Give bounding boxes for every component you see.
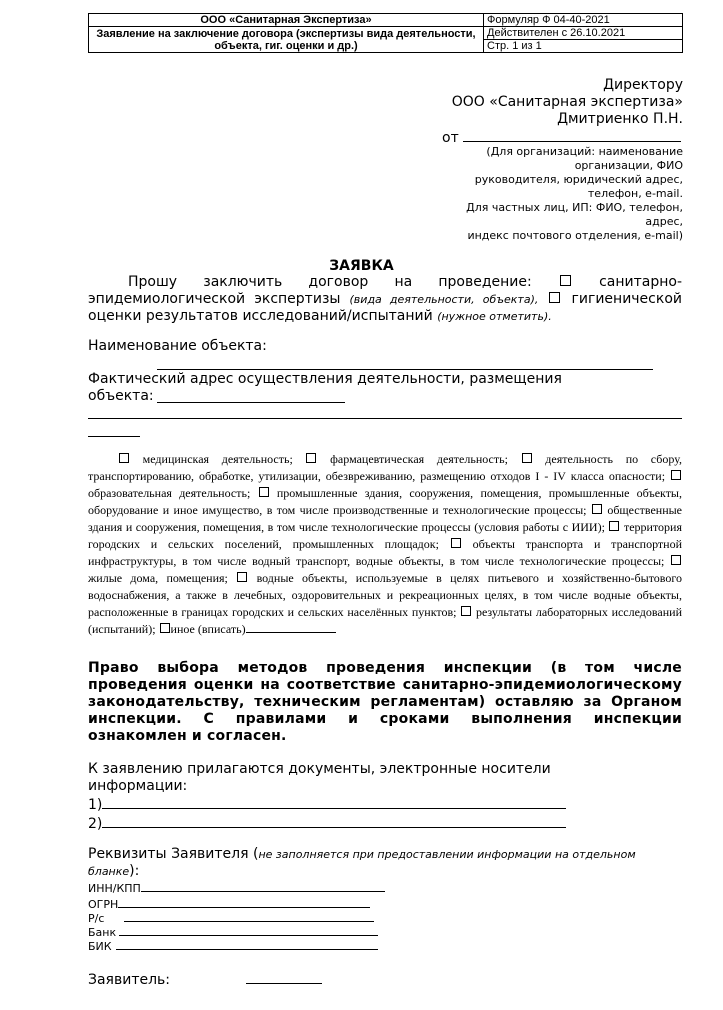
bank-input-line[interactable] — [119, 925, 378, 936]
activity-type: медицинская деятельность; — [142, 452, 293, 466]
activity-type-other: иное (вписать) — [170, 622, 246, 636]
request-paragraph — [88, 274, 682, 325]
checkbox-transport[interactable] — [451, 538, 461, 548]
header-form-code: Формуляр Ф 04-40-2021 — [484, 14, 683, 27]
activity-type: общественные здания и сооружения, помещения, в том числе технологические процессы (условия работы с ИИИ); — [88, 503, 683, 534]
requisite-account — [88, 911, 374, 925]
requisites-title — [88, 846, 648, 880]
checkbox-pharmaceutical[interactable] — [306, 453, 316, 463]
requisite-bik-label: БИК — [88, 940, 112, 953]
addressee-line-2: ООО «Санитарная экспертиза» — [451, 94, 683, 110]
applicant-label: Заявитель: — [88, 972, 171, 988]
activity-types-list — [88, 451, 682, 638]
inn-input-line[interactable] — [141, 881, 385, 892]
checkbox-industrial[interactable] — [259, 487, 269, 497]
activity-type: промышленные здания, сооружения, помещения, промышленные объекты, оборудование и иное имущество, в том числе производственные и технологические процессы; — [88, 486, 682, 517]
page-title: ЗАЯВКА — [329, 258, 394, 274]
hint-line: индекс почтового отделения, e-mail) — [467, 229, 683, 242]
requisite-bik — [88, 939, 378, 953]
document-item-2 — [88, 814, 588, 833]
inspection-rights-paragraph: Право выбора методов проведения инспекции (в том числе проведения оценки на соответствие санитарно-эпидемиологическому законодательству, техническим регламентам) оставляю за Органом инспекции. С правилами и сроками выполнения инспекции ознакомлен и согласен. — [88, 660, 682, 744]
actual-address-input-line-1[interactable] — [157, 402, 345, 403]
checkbox-waste[interactable] — [522, 453, 532, 463]
activity-type: образовательная деятельность; — [88, 486, 251, 500]
from-input-line[interactable] — [463, 128, 681, 142]
requisite-account-label: Р/с — [88, 912, 105, 925]
applicant-field — [88, 970, 322, 989]
activity-type: территория городских и сельских поселений, промышленных площадок; — [88, 520, 682, 551]
checkbox-sanitary-expertise[interactable] — [560, 275, 571, 286]
document-item-number: 2) — [88, 816, 103, 832]
checkbox-hygienic-assessment[interactable] — [549, 292, 560, 303]
requisite-ogrn-label: ОГРН — [88, 898, 119, 911]
requisite-inn — [88, 881, 385, 895]
activity-type: деятельность по сбору, транспортированию, обработке, утилизации, обезвреживанию, размещению отходов I - IV класса опасности; — [88, 452, 683, 483]
document-item-1 — [88, 795, 588, 814]
addressee-line-3: Дмитриенко П.Н. — [557, 111, 683, 127]
header-valid-from: Действителен с 26.10.2021 — [484, 27, 683, 40]
from-hint — [433, 145, 683, 243]
applicant-signature-line[interactable] — [246, 970, 322, 984]
requisites-title-text: Реквизиты Заявителя ( — [88, 846, 259, 862]
addressee-block — [452, 77, 683, 128]
option-hygienic-note: (нужное отметить). — [437, 310, 552, 323]
from-label: от — [442, 130, 459, 146]
option-hygienic-assessment: гигиенической оценки результатов исследований/испытаний — [88, 291, 682, 324]
hint-line: организации, ФИО — [574, 159, 683, 172]
activity-type: результаты лабораторных исследований (испытаний); — [88, 605, 682, 636]
actual-address-label: Фактический адрес осуществления деятельности, размещения объекта: — [88, 371, 562, 404]
addressee-line-1: Директору — [603, 77, 683, 93]
actual-address-input-line-2[interactable] — [88, 418, 682, 419]
checkbox-education[interactable] — [671, 470, 681, 480]
other-input-line[interactable] — [246, 621, 336, 633]
header-org: ООО «Санитарная Экспертиза» — [89, 14, 484, 27]
document-item-2-input-line[interactable] — [102, 814, 566, 828]
checkbox-public-buildings[interactable] — [592, 504, 602, 514]
checkbox-residential[interactable] — [671, 555, 681, 565]
checkbox-medical[interactable] — [119, 453, 129, 463]
document-item-1-input-line[interactable] — [102, 795, 566, 809]
hint-line: адрес, — [645, 215, 683, 228]
hint-line: телефон, e-mail. — [587, 187, 683, 200]
activity-type: водные объекты, используемые в целях питьевого и хозяйственно-бытового водоснабжения, а также в лечебных, оздоровительных и рекреационных целях, в том числе водные объекты, расположенные в границах городских и сельских населённых пунктов; — [88, 571, 682, 619]
object-name-input-line[interactable] — [157, 369, 653, 370]
requisite-bank — [88, 925, 378, 939]
hint-line: (Для организаций: наименование — [486, 145, 683, 158]
hint-line: руководителя, юридический адрес, — [474, 173, 683, 186]
object-name-label: Наименование объекта: — [88, 338, 267, 354]
requisite-bank-label: Банк — [88, 926, 117, 939]
header-doc-title: Заявление на заключение договора (экспертизы вида деятельности, объекта, гиг. оценки и др.) — [89, 27, 484, 53]
form-header-table — [88, 13, 683, 53]
requisites-title-close: ): — [129, 863, 140, 879]
documents-block — [88, 761, 588, 833]
documents-label: К заявлению прилагаются документы, электронные носители информации: — [88, 761, 551, 794]
checkbox-territory[interactable] — [609, 521, 619, 531]
activity-type: жилые дома, помещения; — [88, 571, 228, 585]
option-sanitary-expertise: санитарно-эпидемиологической экспертизы — [88, 274, 683, 307]
checkbox-water-objects[interactable] — [237, 572, 247, 582]
checkbox-lab-results[interactable] — [461, 606, 471, 616]
activity-type: фармацевтическая деятельность; — [330, 452, 508, 466]
requisite-ogrn — [88, 897, 370, 911]
account-input-line[interactable] — [124, 911, 374, 922]
document-item-number: 1) — [88, 797, 103, 813]
bik-input-line[interactable] — [116, 939, 378, 950]
requisite-inn-label: ИНН/КПП — [88, 882, 141, 895]
checkbox-other[interactable] — [160, 623, 170, 633]
requisites-note: не заполняется при предоставлении информации на отдельном бланке — [88, 848, 636, 878]
header-page: Стр. 1 из 1 — [484, 40, 683, 53]
activity-type: объекты транспорта и транспортной инфраструктуры, в том числе водный транспорт, водные объекты, в том числе технологические процессы; — [88, 537, 682, 568]
request-lead: Прошу заключить договор на проведение: — [128, 274, 532, 290]
ogrn-input-line[interactable] — [118, 897, 370, 908]
option-sanitary-note: (вида деятельности, объекта), — [349, 293, 539, 306]
hint-line: Для частных лиц, ИП: ФИО, телефон, — [466, 201, 683, 214]
actual-address-input-line-3[interactable] — [88, 436, 140, 437]
